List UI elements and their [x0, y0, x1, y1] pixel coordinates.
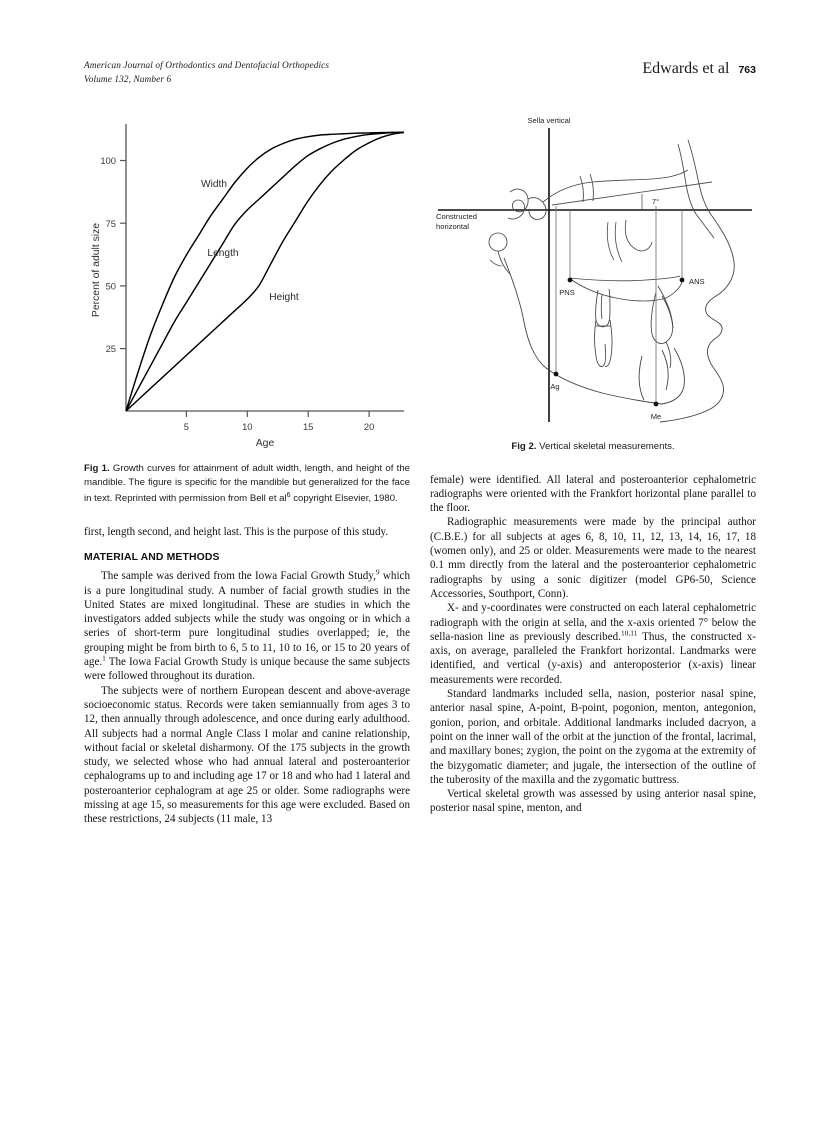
- paragraph-landmarks: Standard landmarks included sella, nasion, posterior nasal spine, anterior nasal spine, A-point, B-point, pogonion, menton, antegonion, gonion, porion, and orbitale. Additional landmarks included dacryon, a point on the inner wall of the orbit at the junction of the frontal, lacrimal, and maxillary bones; zygion, the point on the zygoma at the extremity of the bizygomatic diameter; and jugale, the intersection of the outline of the tuberosity of the maxilla and the zygomatic buttress.: [430, 688, 756, 786]
- figure-1-caption-tail: copyright Elsevier, 1980.: [290, 493, 398, 505]
- orbital-rim-outline: [607, 220, 652, 262]
- paragraph-vertical-growth: Vertical skeletal growth was assessed by using anterior nasal spine, posterior nasal spine, menton, and: [430, 788, 756, 815]
- label-constructed-horizontal-line2: horizontal: [436, 222, 469, 231]
- ramus-condyle-outline: [489, 233, 510, 274]
- heading-material-and-methods: MATERIAL AND METHODS: [84, 552, 220, 564]
- y-tick-25: 25: [105, 343, 116, 355]
- landmark-point-me: [654, 402, 659, 407]
- left-column: [84, 110, 410, 827]
- chart-curve-height: [126, 132, 404, 411]
- chart-series-label-length: Length: [207, 248, 239, 259]
- y-tick-50: 50: [105, 280, 116, 292]
- label-angle-7-degrees: 7°: [652, 197, 660, 206]
- paragraph-coordinates-ref-a: 10,11: [620, 628, 638, 638]
- chart-y-ticks: [120, 161, 126, 349]
- label-ans: ANS: [689, 277, 705, 286]
- page-number: 763: [738, 64, 756, 76]
- paragraph-sample-ref-a: 9: [375, 567, 380, 577]
- figure-1-label: Fig 1.: [84, 463, 110, 474]
- maxilla-outline: [569, 276, 682, 301]
- landmark-point-ag: [554, 372, 559, 377]
- figure-2-tracing: [430, 110, 756, 440]
- figure-2-caption-text: Vertical skeletal measurements.: [539, 441, 675, 452]
- cranial-base-outline: [508, 189, 546, 219]
- running-head: [84, 60, 756, 92]
- paragraph-sample-ref-b: 1: [102, 653, 106, 663]
- figure-2-caption: [430, 440, 756, 454]
- chart-curve-width: [126, 132, 404, 411]
- figure-1-chart: [84, 110, 410, 448]
- chart-y-ticklabels: [100, 155, 116, 354]
- landmark-point-pns: [568, 278, 573, 283]
- journal-name: American Journal of Orthodontics and Dentofacial Orthopedics: [84, 61, 330, 71]
- growth-curves-svg: [84, 110, 410, 448]
- paragraph-coordinates: [430, 601, 756, 687]
- paragraph-sample-part-a: The sample was derived from the Iowa Facial Growth Study,: [101, 570, 376, 583]
- paragraph-radiographic: Radiographic measurements were made by the principal author (C.B.E.) for all subjects at ages 6, 8, 10, 11, 12, 13, 14, 16, 17, 18 (women only), and 25 or older. Measurements were made to the nearest 0.1 mm directly from the lateral and the posteroanterior cephalometric radiographs by using a sonic digitizer (model GP6-50, Science Accessories, Southport, Conn).: [430, 516, 756, 600]
- figure-1-caption: [84, 462, 410, 506]
- paragraph-purpose: first, length second, and height last. This is the purpose of this study.: [84, 525, 389, 538]
- running-head-right: [642, 60, 756, 78]
- chart-x-ticks: [186, 411, 369, 417]
- chart-series-label-width: Width: [200, 179, 228, 190]
- label-pns: PNS: [559, 288, 575, 297]
- nasal-frontal-outline: [678, 140, 714, 238]
- paragraph-sample: [84, 569, 410, 683]
- paragraph-coordinates-part-b: Thus, the constructed x-axis, on average, paralleled the Frankfort horizontal. Landmarks were identified, and vertical (y-axis) and anteroposterior (x-axis) linear measurements were recorded.: [430, 630, 756, 686]
- landmark-point-ans: [680, 278, 685, 283]
- figure-1-caption-ref: 6: [286, 492, 291, 500]
- x-tick-20: 20: [363, 421, 375, 432]
- journal-title-block: [84, 60, 329, 87]
- cranial-vault-outline: [543, 170, 688, 202]
- incisor-outline: [651, 286, 673, 368]
- x-tick-10: 10: [242, 421, 253, 432]
- figure-1-caption-text: Growth curves for attainment of adult width, length, and height of the mandible. The figure is specific for the mandible but generalized for the face in text. Reprinted with permission from Bell et al: [84, 463, 410, 505]
- label-ag: Ag: [550, 382, 560, 391]
- label-me: Me: [650, 412, 662, 421]
- figure-2-label: Fig 2.: [511, 441, 537, 452]
- chart-ylabel: Percent of adult size: [91, 222, 102, 318]
- cephalometric-tracing-svg: [430, 110, 756, 440]
- journal-volume: Volume 132, Number 6: [84, 74, 172, 85]
- paragraph-subjects: The subjects were of northern European descent and above-average socioeconomic status. Records were taken semiannually from ages 3 to 12, then annually through adolescence, and once during early adulthood. All subjects had a normal Angle Class I molar and canine relationship, without facial or skeletal disharmony. Of the 175 subjects in the growth study, we selected whose who had annual lateral and posteroanterior cephalograms up to and including age 17 or 18 and who had 1 lateral and posteroanterior cephalogram at age 25 or older. Some radiographs were missing at age 15, so measurements for this age were excluded. Based on these restrictions, 24 subjects (11 male, 13: [84, 684, 410, 826]
- x-tick-15: 15: [302, 421, 314, 432]
- y-tick-100: 100: [100, 155, 116, 166]
- article-authors: Edwards et al: [642, 60, 730, 77]
- paragraph-female: female) were identified. All lateral and posteroanterior cephalometric radiographs were oriented with the Frankfort horizontal plane parallel to the floor.: [430, 473, 756, 515]
- chart-curve-length: [126, 132, 404, 411]
- y-tick-75: 75: [105, 217, 116, 229]
- x-tick-5: 5: [183, 421, 190, 432]
- label-sella-vertical: Sella vertical: [527, 116, 571, 125]
- paragraph-sample-part-b: which is a pure longitudinal study. A number of facial growth studies in the United States are mixed longitudinal. These are studies in which the investigators added subjects while the study was ongoing or in which a series of short-term pure longitudinal studies overlapped; ie, the grouping might be from birth to 6, 5 to 11, 10 to 16, or 15 to 20 years of age.: [84, 570, 410, 669]
- right-column: [430, 110, 756, 816]
- paragraph-sample-part-c: The Iowa Facial Growth Study is unique because the same subjects were followed throughout its duration.: [84, 656, 410, 683]
- paragraph-coordinates-part-a: X- and y-coordinates were constructed on each lateral cephalometric radiograph with the origin at sella, and the x-axis oriented 7° below the sella-nasion line as previously described.: [430, 602, 756, 643]
- label-constructed-horizontal-line1: Constructed: [436, 212, 477, 221]
- chart-xlabel: Age: [255, 438, 275, 448]
- molar-tooth-outline: [595, 289, 613, 367]
- chart-x-ticklabels: [184, 421, 375, 432]
- chart-series-label-height: Height: [269, 292, 299, 303]
